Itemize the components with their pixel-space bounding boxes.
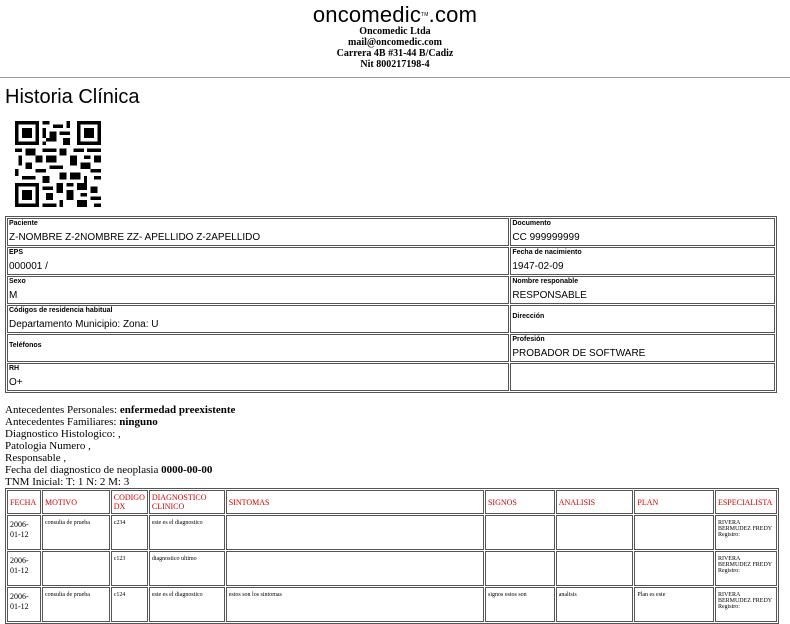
profession-cell: Profesión PROBADOR DE SOFTWARE bbox=[510, 334, 775, 362]
pathology-number: Patologia Numero , bbox=[5, 440, 91, 452]
col-plan: PLAN bbox=[634, 490, 714, 514]
clinical-history-table bbox=[5, 488, 779, 624]
family-history: Antecedentes Familiares: ninguno bbox=[5, 416, 158, 428]
patient-name-cell: Paciente Z-NOMBRE Z-2NOMBRE ZZ- APELLIDO Z-2APELLIDO bbox=[7, 218, 509, 246]
eps-cell: EPS 000001 / bbox=[7, 247, 509, 275]
responsible-line: Responsable , bbox=[5, 452, 67, 464]
page-title: Historia Clínica bbox=[5, 86, 140, 108]
patient-info-table bbox=[5, 216, 777, 393]
table-row: 2006-01-12 consulta de prueba c124 este es el diagnostico estos son los sintomas signos estos son analisis Plan es este RIVERA BERMUDEZ FREDY Registro: bbox=[7, 587, 777, 622]
col-codigo-dx: CODIGO DX bbox=[111, 490, 148, 514]
phones-cell: Teléfonos bbox=[7, 334, 509, 362]
col-sintomas: SINTOMAS bbox=[226, 490, 484, 514]
col-fecha: FECHA bbox=[7, 490, 41, 514]
sex-cell: Sexo M bbox=[7, 276, 509, 304]
qr-code-icon bbox=[15, 121, 101, 207]
company-address: Carrera 4B #31-44 B/Cadiz bbox=[336, 48, 454, 59]
company-nit: Nit 800217198-4 bbox=[360, 59, 430, 70]
birthdate-cell: Fecha de nacimiento 1947-02-09 bbox=[510, 247, 775, 275]
col-signos: SIGNOS bbox=[485, 490, 555, 514]
table-header-row bbox=[7, 490, 777, 514]
header-divider bbox=[0, 77, 790, 78]
table-row: 2006-01-12 consulta de prueba c234 este es el diagnostico RIVERA BERMUDEZ FREDY Registro: bbox=[7, 515, 777, 550]
table-row: 2006-01-12 c123 diagnostico ultimo RIVERA BERMUDEZ FREDY Registro: bbox=[7, 551, 777, 586]
document-header bbox=[0, 4, 790, 70]
rh-cell: RH O+ bbox=[7, 363, 509, 391]
personal-history: Antecedentes Personales: enfermedad preexistente bbox=[5, 404, 236, 416]
col-diagnostico: DIAGNOSTICO CLINICO bbox=[149, 490, 225, 514]
tnm-initial: TNM Inicial: T: 1 N: 2 M: 3 bbox=[5, 476, 130, 488]
col-motivo: MOTIVO bbox=[42, 490, 110, 514]
company-name: Oncomedic Ltda bbox=[359, 26, 431, 37]
company-email: mail@oncomedic.com bbox=[347, 37, 442, 48]
oncomedic-logo: oncomedic™.com bbox=[312, 2, 478, 27]
residence-cell: Códigos de residencia habitual Departamento Municipio: Zona: U bbox=[7, 305, 509, 333]
document-cell: Documento CC 999999999 bbox=[510, 218, 775, 246]
col-especialista: ESPECIALISTA bbox=[715, 490, 777, 514]
neoplasia-date: Fecha del diagnostico de neoplasia 0000-00-00 bbox=[5, 464, 213, 476]
antecedents-section bbox=[5, 404, 235, 488]
empty-cell bbox=[510, 363, 775, 391]
col-analisis: ANALISIS bbox=[556, 490, 634, 514]
address-cell: Dirección bbox=[510, 305, 775, 333]
histologic-diagnosis: Diagnostico Histologico: , bbox=[5, 428, 121, 440]
responsible-cell: Nombre responable RESPONSABLE bbox=[510, 276, 775, 304]
